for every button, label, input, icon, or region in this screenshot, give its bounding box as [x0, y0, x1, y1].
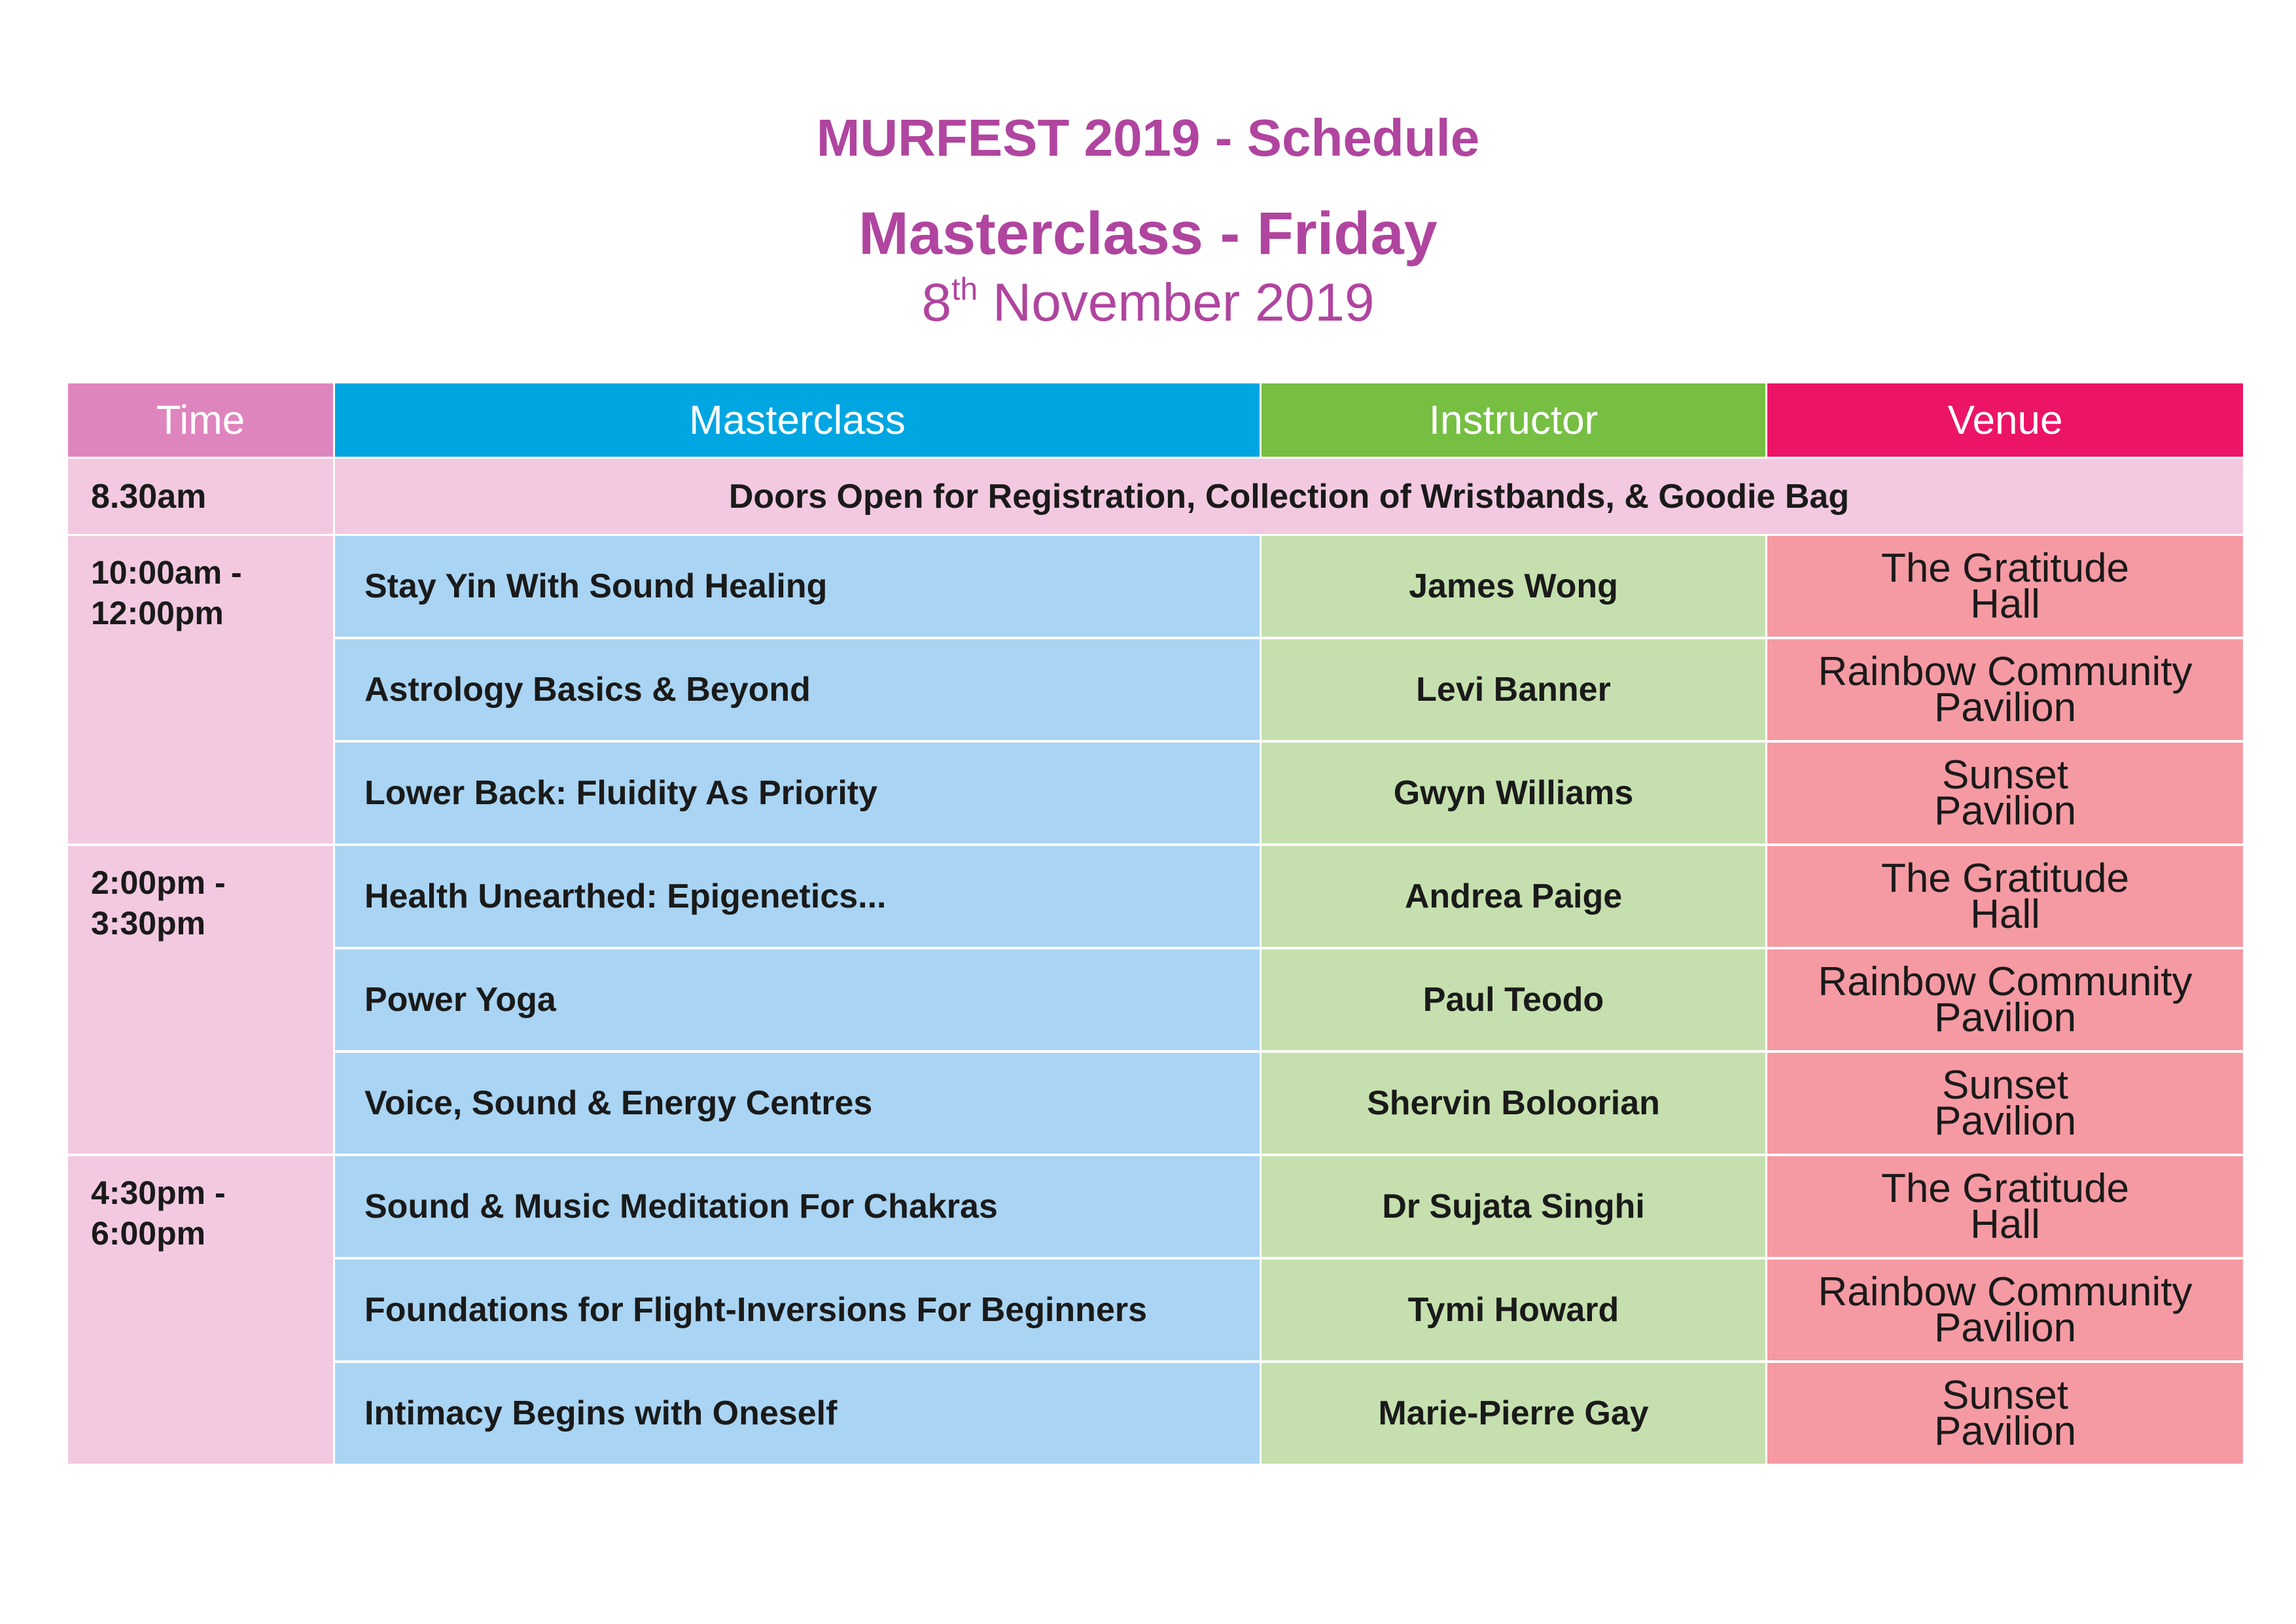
masterclass-name: Intimacy Begins with Oneself — [335, 1363, 1260, 1464]
header-instructor: Instructor — [1262, 383, 1765, 457]
venue-line: Pavilion — [1934, 685, 2077, 730]
schedule-subtitle: Masterclass - Friday — [858, 200, 1438, 267]
venue-line: Sunset — [1941, 752, 2069, 798]
venue-name — [1767, 846, 2243, 947]
instructor-name: Tymi Howard — [1262, 1260, 1765, 1360]
instructor-name: Levi Banner — [1262, 639, 1765, 740]
venue-name — [1767, 1053, 2243, 1154]
venue-line: Rainbow Community — [1818, 1269, 2193, 1315]
venue-line: The Gratitude — [1881, 1166, 2130, 1211]
instructor-name: Paul Teodo — [1262, 949, 1765, 1050]
venue-name — [1767, 639, 2243, 740]
venue-name — [1767, 1260, 2243, 1360]
slot-time — [68, 846, 333, 1154]
masterclass-name: Power Yoga — [335, 949, 1260, 1050]
venue-name — [1767, 1363, 2243, 1464]
masterclass-name: Sound & Music Meditation For Chakras — [335, 1156, 1260, 1257]
venue-line: The Gratitude — [1881, 856, 2130, 901]
header-time: Time — [68, 383, 333, 457]
slot-time-start: 4:30pm - — [91, 1174, 226, 1211]
slot-time-end: 3:30pm — [91, 905, 206, 942]
instructor-name: Andrea Paige — [1262, 846, 1765, 947]
slot-time — [68, 536, 333, 843]
venue-line: Rainbow Community — [1818, 649, 2193, 694]
slot-time — [68, 1156, 333, 1464]
masterclass-name: Foundations for Flight-Inversions For Beginners — [335, 1260, 1260, 1360]
venue-name — [1767, 536, 2243, 637]
venue-line: Hall — [1970, 892, 2040, 937]
date-suffix: th — [951, 272, 978, 307]
venue-name — [1767, 949, 2243, 1050]
instructor-name: Gwyn Williams — [1262, 743, 1765, 843]
venue-line: Sunset — [1941, 1373, 2069, 1418]
registration-time: 8.30am — [68, 459, 333, 534]
schedule-title: MURFEST 2019 - Schedule — [816, 109, 1480, 167]
instructor-name: Shervin Boloorian — [1262, 1053, 1765, 1154]
venue-line: Sunset — [1941, 1063, 2069, 1108]
venue-line: Pavilion — [1934, 1099, 2077, 1144]
date-day: 8 — [921, 273, 952, 332]
venue-line: Pavilion — [1934, 788, 2077, 834]
registration-text: Doors Open for Registration, Collection of Wristbands, & Goodie Bag — [335, 459, 2243, 534]
venue-line: The Gratitude — [1881, 546, 2130, 591]
venue-line: Pavilion — [1934, 1305, 2077, 1350]
instructor-name: James Wong — [1262, 536, 1765, 637]
masterclass-name: Stay Yin With Sound Healing — [335, 536, 1260, 637]
masterclass-name: Voice, Sound & Energy Centres — [335, 1053, 1260, 1154]
masterclass-name: Health Unearthed: Epigenetics... — [335, 846, 1260, 947]
header-venue: Venue — [1767, 383, 2243, 457]
venue-name — [1767, 743, 2243, 843]
slot-time-end: 12:00pm — [91, 595, 224, 631]
slot-time-end: 6:00pm — [91, 1215, 206, 1252]
date-rest: November 2019 — [992, 273, 1375, 332]
venue-line: Pavilion — [1934, 995, 2077, 1040]
venue-line: Hall — [1970, 582, 2040, 627]
venue-line: Pavilion — [1934, 1409, 2077, 1454]
venue-line: Rainbow Community — [1818, 959, 2193, 1004]
instructor-name: Marie-Pierre Gay — [1262, 1363, 1765, 1464]
masterclass-name: Lower Back: Fluidity As Priority — [335, 743, 1260, 843]
masterclass-name: Astrology Basics & Beyond — [335, 639, 1260, 740]
venue-name — [1767, 1156, 2243, 1257]
slot-time-start: 2:00pm - — [91, 864, 226, 901]
instructor-name: Dr Sujata Singhi — [1262, 1156, 1765, 1257]
header-masterclass: Masterclass — [335, 383, 1260, 457]
schedule-date — [0, 272, 2296, 334]
venue-line: Hall — [1970, 1202, 2040, 1247]
slot-time-start: 10:00am - — [91, 554, 242, 591]
